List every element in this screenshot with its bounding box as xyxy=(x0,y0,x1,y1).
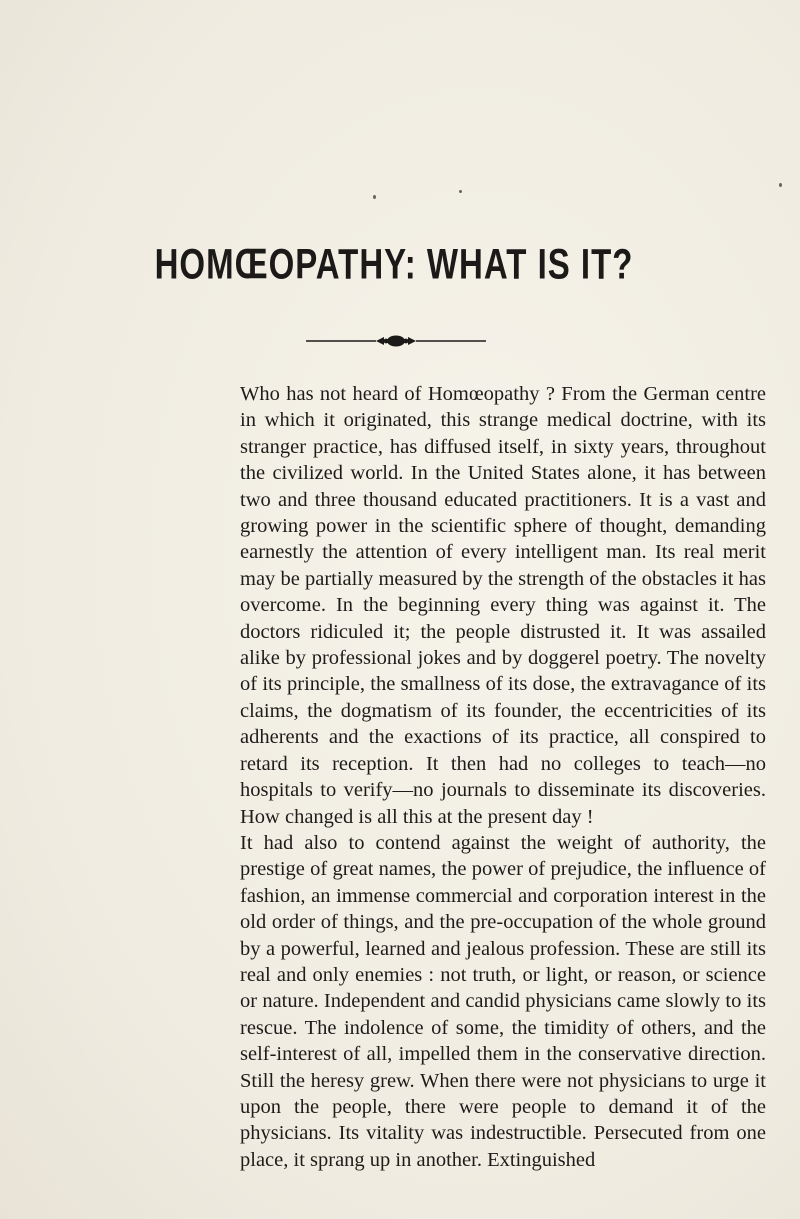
page-title: HOMŒOPATHY: WHAT IS IT? xyxy=(154,240,634,288)
paragraph: Who has not heard of Homœopathy ? From the German centre in which it originated, this strange medical doctrine, with its stranger practice, has diffused itself, in sixty years, throughout the civilized world. In the United States alone, it has between two and three thousand educated practitioners. It is a vast and growing power in the scientific sphere of thought, demanding earnestly the attention of every intelligent man. Its real merit may be partially measured by the strength of the obstacles it has overcome. In the beginning every thing was against it. The doctors ridiculed it; the people distrusted it. It was assailed alike by professional jokes and by doggerel poetry. The novelty of its principle, the smallness of its dose, the extravagance of its claims, the dogmatism of its founder, the eccentricities of its adherents and the exactions of its practice, all conspired to retard its reception. It then had no colleges to teach—no hospitals to verify—no journals to disseminate its discoveries. How changed is all this at the present day ! xyxy=(240,383,766,828)
paper-speck xyxy=(779,183,782,187)
decorative-rule-ornament-icon xyxy=(306,334,486,348)
body-text xyxy=(240,381,766,1173)
paper-speck xyxy=(459,190,462,193)
paragraph: It had also to contend against the weight of authority, the prestige of great names, the power of prejudice, the influence of fashion, an immense commercial and corporation interest in the old order of things, and the pre-occupation of the whole ground by a powerful, learned and jealous profession. These are still its real and only enemies : not truth, or light, or reason, or science or nature. Independent and candid physicians came slowly to its rescue. The indolence of some, the timidity of others, and the self-interest of all, impelled them in the conservative direction. Still the heresy grew. When there were not physicians to urge it upon the people, there were people to demand it of the physicians. Its vitality was indestructible. Persecuted from one place, it sprang up in another. Extinguished xyxy=(240,831,766,1171)
paper-speck xyxy=(373,195,376,199)
